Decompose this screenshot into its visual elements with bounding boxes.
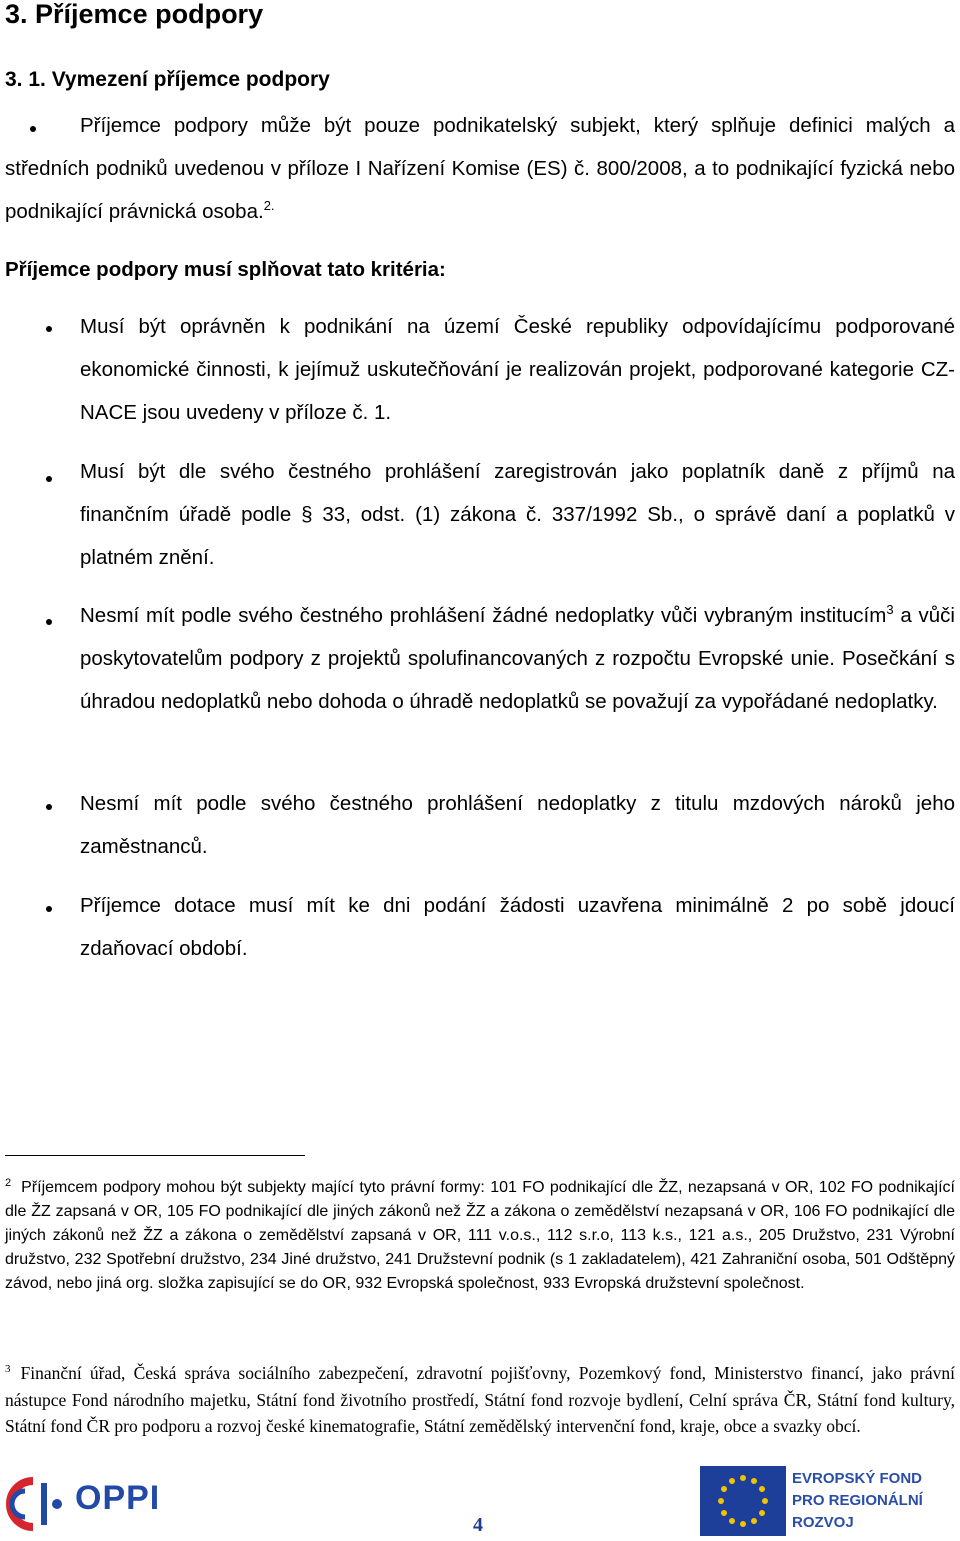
footnote-separator xyxy=(5,1155,305,1156)
footnote-3: $^3$ Finanční úřad, Česká správa sociálního zabezpečení, zdravotní pojišťovny, Pozemkový fond, Ministerstvo financí, jako právní nástupce Fond národního majetku, Státní fond životního prostředí, Státní fond rozvoje bydlení, Celní správa ČR, Státní fond kultury, Státní fond ČR pro podporu a rozvoj české kinematografie, Státní zemědělský intervenční fond, kraje, obce a svazky obcí. xyxy=(5,1363,955,1436)
criteria-item-1: Musí být oprávněn k podnikání na území České republiky odpovídajícímu podporované ekonomické činnosti, k jejímuž uskutečňování je realizován projekt, podporované kategorie CZ-NACE jsou uvedeny v příloze č. 1. xyxy=(80,315,955,424)
oppi-logo-text: OPPI xyxy=(75,1479,161,1517)
eu-fund-text: EVROPSKÝ FOND PRO REGIONÁLNÍ ROZVOJ xyxy=(792,1470,923,1531)
subsection-heading: 3. 1. Vymezení příjemce podpory xyxy=(5,68,330,91)
criteria-item-2: Musí být dle svého čestného prohlášení zaregistrován jako poplatník daně z příjmů na finančním úřadě podle § 33, odst. (1) zákona č. 337/1992 Sb., o správě daní a poplatků v platném znění. xyxy=(80,460,955,569)
criteria-heading: Příjemce podpory musí splňovat tato kritéria: xyxy=(5,258,446,281)
oppi-logo xyxy=(5,1475,205,1535)
intro-paragraph: Příjemce podpory může být pouze podnikatelský subjekt, který splňuje definici malých a středních podniků uvedenou v příloze I Nařízení Komise (ES) č. 800/2008, a to podnikající fyzická nebo podnikající právnická osoba.$^{2.}$ xyxy=(5,114,955,223)
footnote-ref-3[interactable]: 3 xyxy=(886,602,894,618)
eu-fund-logo xyxy=(700,1466,958,1538)
bullet-icon xyxy=(46,326,52,332)
footnote-2: $^2$ Příjemcem podpory mohou být subjekty mající tyto právní formy: 101 FO podnikající dle ŽZ, nezapsaná v OR, 102 FO podnikající dle ŽZ zapsaná v OR, 105 FO podnikající dle jiných zákonů než ŽZ a zákona o zemědělství nezapsaná v OR, 106 FO podnikající dle jiných zákonů než ŽZ a zákona o zemědělství zapsaná v OR, 111 v.o.s., 112 s.r.o, 113 k.s., 121 a.s., 205 Družstvo, 231 Výrobní družstvo, 232 Spotřební družstvo, 234 Jiné družstvo, 241 Družstevní podnik (s 1 zakladatelem), 421 Zahraniční osoba, 501 Odštěpný závod, nebo jiná org. složka zapisující se do OR, 932 Evropská společnost, 933 Evropská družstevní společnost. xyxy=(5,1176,955,1292)
bullet-icon xyxy=(46,619,52,625)
oppi-emblem-icon xyxy=(5,1475,67,1533)
section-heading: 3. Příjemce podpory xyxy=(5,0,264,29)
bullet-icon xyxy=(46,804,52,810)
footnote-mark: 3 xyxy=(5,1363,11,1376)
page-number: 4 xyxy=(473,1514,483,1536)
criteria-item-3: Nesmí mít podle svého čestného prohlášení žádné nedoplatky vůči vybraným institucím$^3$ a vůči poskytovatelům podpory z projektů spolufinancovaných z rozpočtu Evropské unie. Posečkání s úhradou nedoplatků nebo dohoda o úhradě nedoplatků se považují za vypořádané nedoplatky. xyxy=(80,602,955,713)
eu-flag-icon xyxy=(700,1466,786,1536)
bullet-icon xyxy=(46,476,52,482)
footnote-mark: 2 xyxy=(5,1176,12,1189)
criteria-item-4: Nesmí mít podle svého čestného prohlášení nedoplatky z titulu mzdových nároků jeho zaměstnanců. xyxy=(80,792,955,858)
footnote-ref-2[interactable]: 2. xyxy=(263,198,275,214)
bullet-icon xyxy=(46,906,52,912)
criteria-item-5: Příjemce dotace musí mít ke dni podání žádosti uzavřena minimálně 2 po sobě jdoucí zdaňovací období. xyxy=(80,894,955,960)
